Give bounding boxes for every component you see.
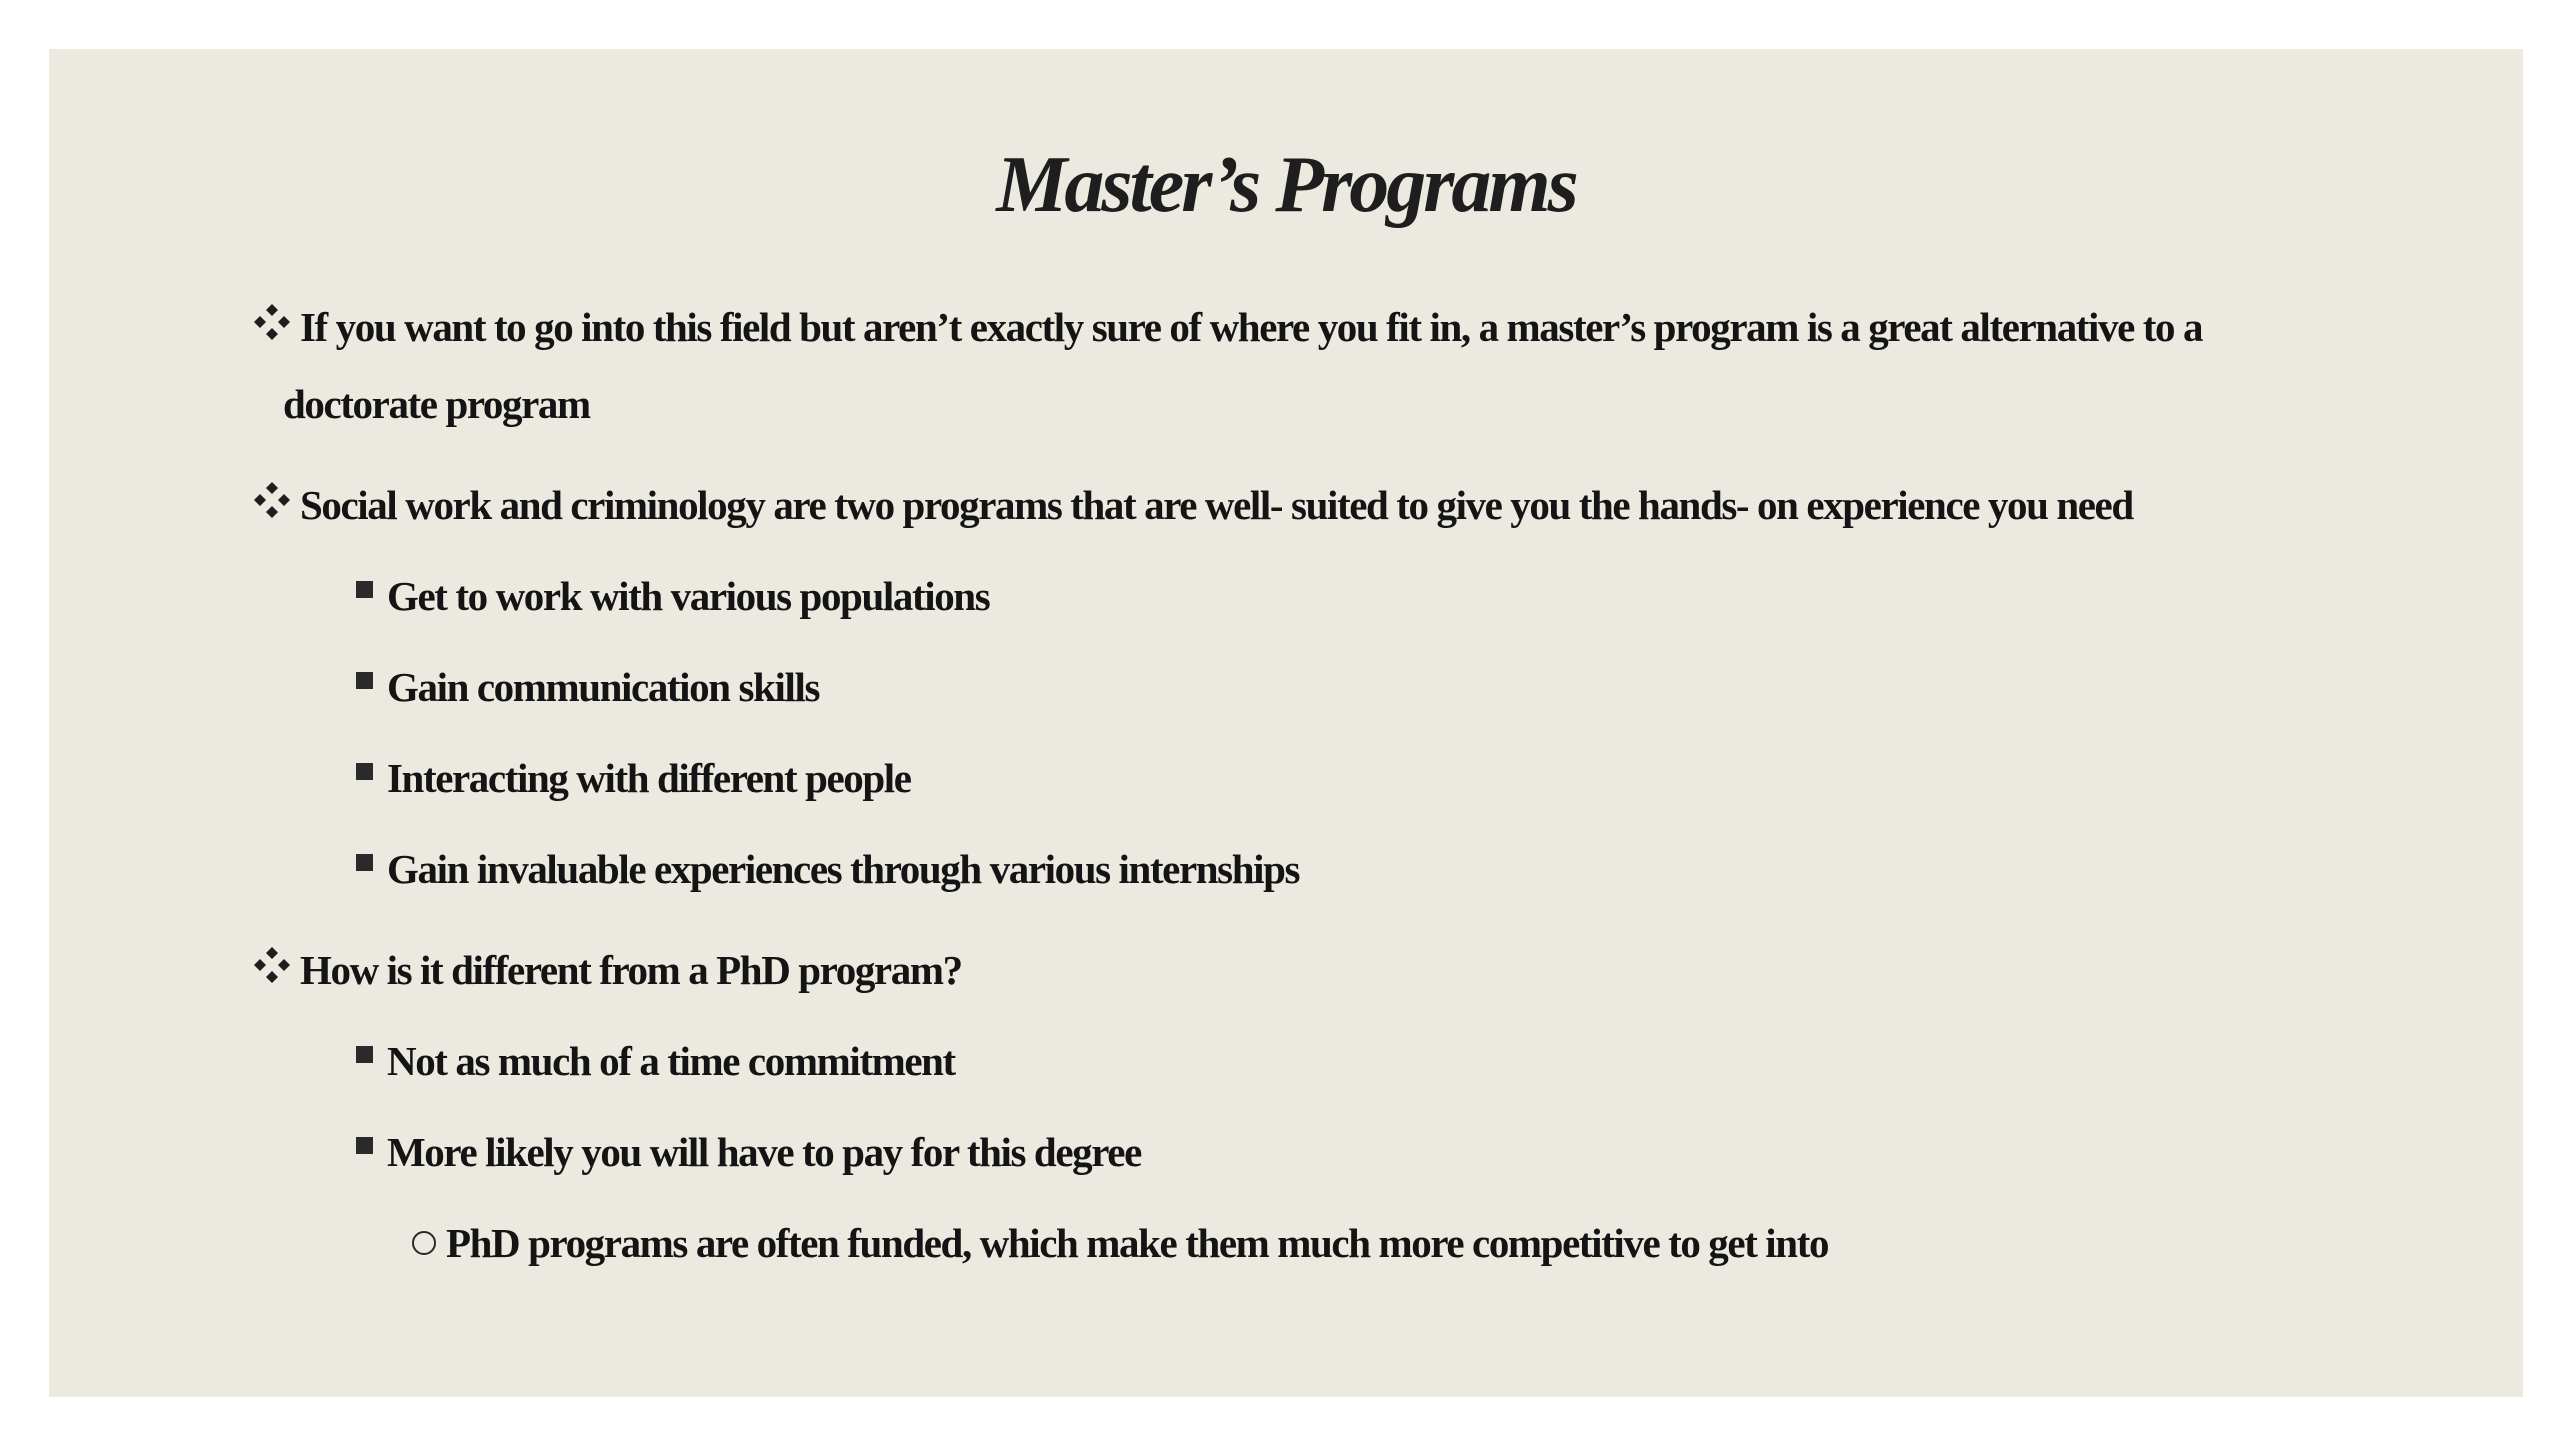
list-item-text: How is it different from a PhD program? bbox=[300, 947, 962, 993]
list-item bbox=[249, 467, 2399, 544]
square-bullet-icon bbox=[356, 581, 373, 598]
square-bullet-icon bbox=[356, 763, 373, 780]
list-item bbox=[249, 1205, 2399, 1282]
four-diamonds-bullet-icon bbox=[249, 479, 295, 525]
list-item-text: If you want to go into this field but aren’t exactly sure of where you fit in, a master’s program is a great alternative to a bbox=[300, 304, 2203, 350]
list-item bbox=[249, 1023, 2399, 1100]
list-item bbox=[249, 831, 2399, 908]
list-item-text-continued: doctorate program bbox=[283, 381, 590, 427]
list-item-text: PhD programs are often funded, which make them much more competitive to get into bbox=[446, 1220, 1829, 1266]
list-item bbox=[249, 289, 2399, 443]
list-item-text: More likely you will have to pay for this degree bbox=[387, 1129, 1141, 1175]
list-item-text: Interacting with different people bbox=[387, 755, 911, 801]
square-bullet-icon bbox=[356, 854, 373, 871]
four-diamonds-bullet-icon bbox=[249, 944, 295, 990]
list-item bbox=[249, 1114, 2399, 1191]
square-bullet-icon bbox=[356, 1046, 373, 1063]
slide bbox=[49, 49, 2523, 1397]
list-item bbox=[249, 932, 2399, 1009]
list-item bbox=[249, 649, 2399, 726]
slide-title: Master’s Programs bbox=[996, 141, 1576, 229]
list-item bbox=[249, 740, 2399, 817]
list-item-text: Gain communication skills bbox=[387, 664, 820, 710]
four-diamonds-bullet-icon bbox=[249, 301, 295, 347]
list-item bbox=[249, 558, 2399, 635]
bullet-list bbox=[249, 289, 2399, 1282]
list-item-text: Gain invaluable experiences through various internships bbox=[387, 846, 1300, 892]
list-item-text: Not as much of a time commitment bbox=[387, 1038, 955, 1084]
hollow-circle-bullet-icon bbox=[412, 1231, 436, 1255]
square-bullet-icon bbox=[356, 1137, 373, 1154]
square-bullet-icon bbox=[356, 672, 373, 689]
list-item-text: Social work and criminology are two programs that are well- suited to give you the hands- on experience you need bbox=[300, 482, 2133, 528]
list-item-text: Get to work with various populations bbox=[387, 573, 990, 619]
